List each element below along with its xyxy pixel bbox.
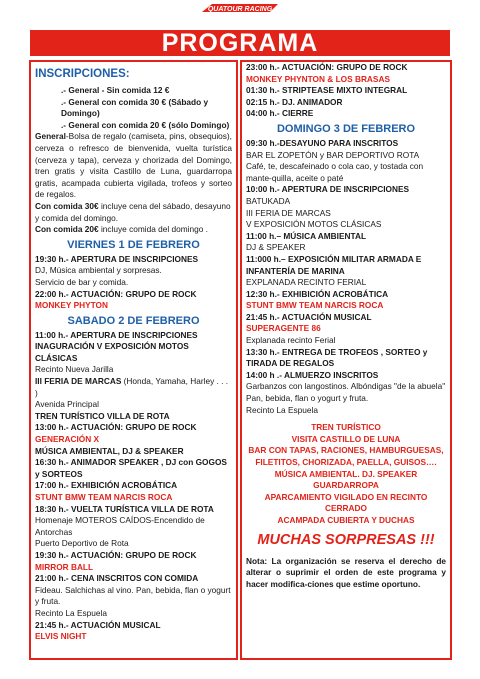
viernes-heading: VIERNES 1 DE FEBRERO [67,238,200,251]
sorpresas-banner: MUCHAS SORPRESAS !!! [257,531,435,548]
schedule-line: MÚSICA AMBIENTAL, DJ & SPEAKER [35,445,184,456]
extra-service: APARCAMIENTO VIGILADO EN RECINTO CERRADO [264,491,428,514]
price-item: .- General con comida 20 € (sólo Domingo) [61,119,230,130]
schedule-line: STUNT BMW TEAM NARCIS ROCA [246,300,384,311]
schedule-line: BATUKADA [246,195,291,206]
schedule-line: Recinto La Espuela [35,607,107,618]
page-title: PROGRAMA [30,30,450,56]
sabado-schedule-continued [246,62,446,120]
extra-service: BAR CON TAPAS, RACIONES, HAMBURGUESAS, [248,445,444,456]
schedule-line: ELVIS NIGHT [35,631,87,642]
comida20-description [35,224,232,236]
schedule-line: 11:00 h.– MÚSICA AMBIENTAL [246,230,367,241]
schedule-line: 13:00 h.- ACTUACIÓN: GRUPO DE ROCK [35,422,197,433]
schedule-line: III FERIA DE MARCAS [246,207,331,218]
schedule-line: DJ, Música ambiental y sorpresas. [35,265,162,276]
schedule-line: EXPLANADA RECINTO FERIAL [246,277,367,288]
schedule-line: MONKEY PHYNTON & LOS BRASAS [246,73,390,84]
schedule-line: Explanada recinto Ferial [246,335,336,346]
schedule-line: 10:00 h.- APERTURA DE INSCRIPCIONES [246,184,410,195]
schedule-line: Servicio de bar y comida. [35,276,129,287]
schedule-line: BAR EL ZOPETÓN y BAR DEPORTIVO ROTA [246,149,420,160]
general-label: General [35,131,66,142]
nota-text: Nota: La organización se reserva el derecho de alterar o suprimir el orden de este programa y hacer modifica-ciones que estime oportuno. [246,555,446,589]
viernes-schedule [35,254,232,312]
price-item: .- General con comida 30 € (Sábado y Domingo) [61,96,209,119]
schedule-line: 18:30 h.- VUELTA TURÍSTICA VILLA DE ROTA [35,503,214,514]
schedule-line: DJ & SPEAKER [246,242,306,253]
comida30-description [35,201,232,224]
extra-service: MÚSICA AMBIENTAL. DJ. SPEAKER [274,468,418,479]
schedule-line: MONKEY PHYTON [35,300,108,311]
schedule-line: Avenida Principal [35,399,99,410]
schedule-line-bold: III FERIA DE MARCAS [35,376,124,387]
schedule-line-detail: (Honda, Yamaha, Harley . . . ) [35,376,229,398]
schedule-line: MIRROR BALL [35,561,94,572]
general-text: -Bolsa de regalo (camiseta, pins, obsequios), cerveza o refresco de bienvenida, vuelta turística (cerveza y tapa), cerveza y chorizada del Domingo, tren gratis y visita Castillo de Luna, guardarropa gratis, acampada cubierta vigilada, trofeos y sorteo de regalos. [35,131,232,200]
schedule-line: V EXPOSICIÓN MOTOS CLÁSICAS [246,219,382,230]
price-item: .- General - Sin comida 12 € [61,85,170,95]
schedule-line [35,376,232,399]
schedule-line: Recinto Nueva Jarilla [35,364,114,375]
schedule-line: 21:45 h.- ACTUACIÓN MUSICAL [246,311,372,322]
schedule-line: Café, te, descafeinado o cola cao, y tostada con mante-quilla, aceite o paté [246,161,424,183]
comida30-text: incluye cena del sábado, desayuno y comida del domingo. [35,200,231,223]
schedule-line: Puerto Deportivo de Rota [35,538,129,549]
schedule-line: Fideau. Salchichas al vino. Pan, bebida, flan o yogurt y fruta. [35,584,231,607]
racing-logo [200,2,280,14]
inscripciones-heading: INSCRIPCIONES: [35,68,130,80]
schedule-line: 01:30 h.- STRIPTEASE MIXTO INTEGRAL [246,85,408,96]
schedule-line: Homenaje MOTEROS CAÍDOS-Encendido de Antorchas [35,515,205,537]
extra-service: TREN TURÍSTICO [311,422,381,433]
schedule-line: 21:00 h.- CENA INSCRITOS CON COMIDA [35,573,199,584]
schedule-line: 04:00 h.- CIERRE [246,108,314,119]
extra-service: ACAMPADA CUBIERTA Y DUCHAS [277,514,415,525]
general-description [35,131,232,201]
schedule-line: 12:30 h.- EXHIBICIÓN ACROBÁTICA [246,288,389,299]
schedule-line: 19:30 h.- ACTUACIÓN: GRUPO DE ROCK [35,549,197,560]
domingo-heading: DOMINGO 3 DE FEBRERO [276,122,416,135]
schedule-line: GENERACIÓN X [35,434,100,445]
comida20-text: incluye comida del domingo . [98,224,208,235]
schedule-line: 02:15 h.- DJ. ANIMADOR [246,96,343,107]
schedule-line: 14:00 h .- ALMUERZO INSCRITOS [246,369,379,380]
domingo-schedule [246,138,446,416]
schedule-line: Garbanzos con langostinos. Albóndigas "de la abuela" Pan, bebida, flan o yogurt y fruta. [246,381,446,404]
schedule-line: 13:30 h.- ENTREGA DE TROFEOS , SORTEO y TIRADA DE REGALOS [246,346,428,369]
extras-list [246,422,446,526]
schedule-line: 11:00 h.- APERTURA DE INSCRIPCIONES [35,329,198,340]
schedule-line: TREN TURÍSTICO VILLA DE ROTA [35,410,170,421]
extra-service: VISITA CASTILLO DE LUNA [291,433,401,444]
schedule-line: 11:000 h.– EXPOSICIÓN MILITAR ARMADA E INFANTERÍA DE MARINA [246,253,422,276]
schedule-line: 22:00 h.- ACTUACIÓN: GRUPO DE ROCK [35,288,197,299]
schedule-line: STUNT BMW TEAM NARCIS ROCA [35,492,173,502]
comida30-label: Con comida 30€ [35,200,99,211]
schedule-line: SUPERAGENTE 86 [246,323,321,334]
schedule-line: Recinto La Espuela [246,404,318,415]
schedule-line: 19:30 h.- APERTURA DE INSCRIPCIONES [35,253,199,264]
schedule-line: 09:30 h.-DESAYUNO PARA INSCRITOS [246,137,399,148]
sabado-heading: SABADO 2 DE FEBRERO [67,314,200,327]
sabado-schedule [35,330,232,643]
schedule-line: 23:00 h.- ACTUACIÓN: GRUPO DE ROCK [246,62,408,72]
schedule-line: 21:45 h.- ACTUACIÓN MUSICAL [35,619,161,630]
schedule-line: 17:00 h.- EXHIBICIÓN ACROBÁTICA [35,480,178,491]
comida20-label: Con comida 20€ [35,224,99,235]
extra-service: GUARDARROPA [313,480,379,491]
left-column [29,60,238,660]
schedule-line: 16:30 h.- ANIMADOR SPEAKER , DJ con GOGOS y SORTEOS [35,457,227,479]
logo-text: QUATOUR RACING [207,6,273,13]
right-column [240,60,452,660]
extra-service: FILETITOS, CHORIZADA, PAELLA, GUISOS…. [255,457,437,467]
schedule-line: INAGURACIÓN V EXPOSICIÓN MOTOS CLÁSICAS [35,341,189,363]
